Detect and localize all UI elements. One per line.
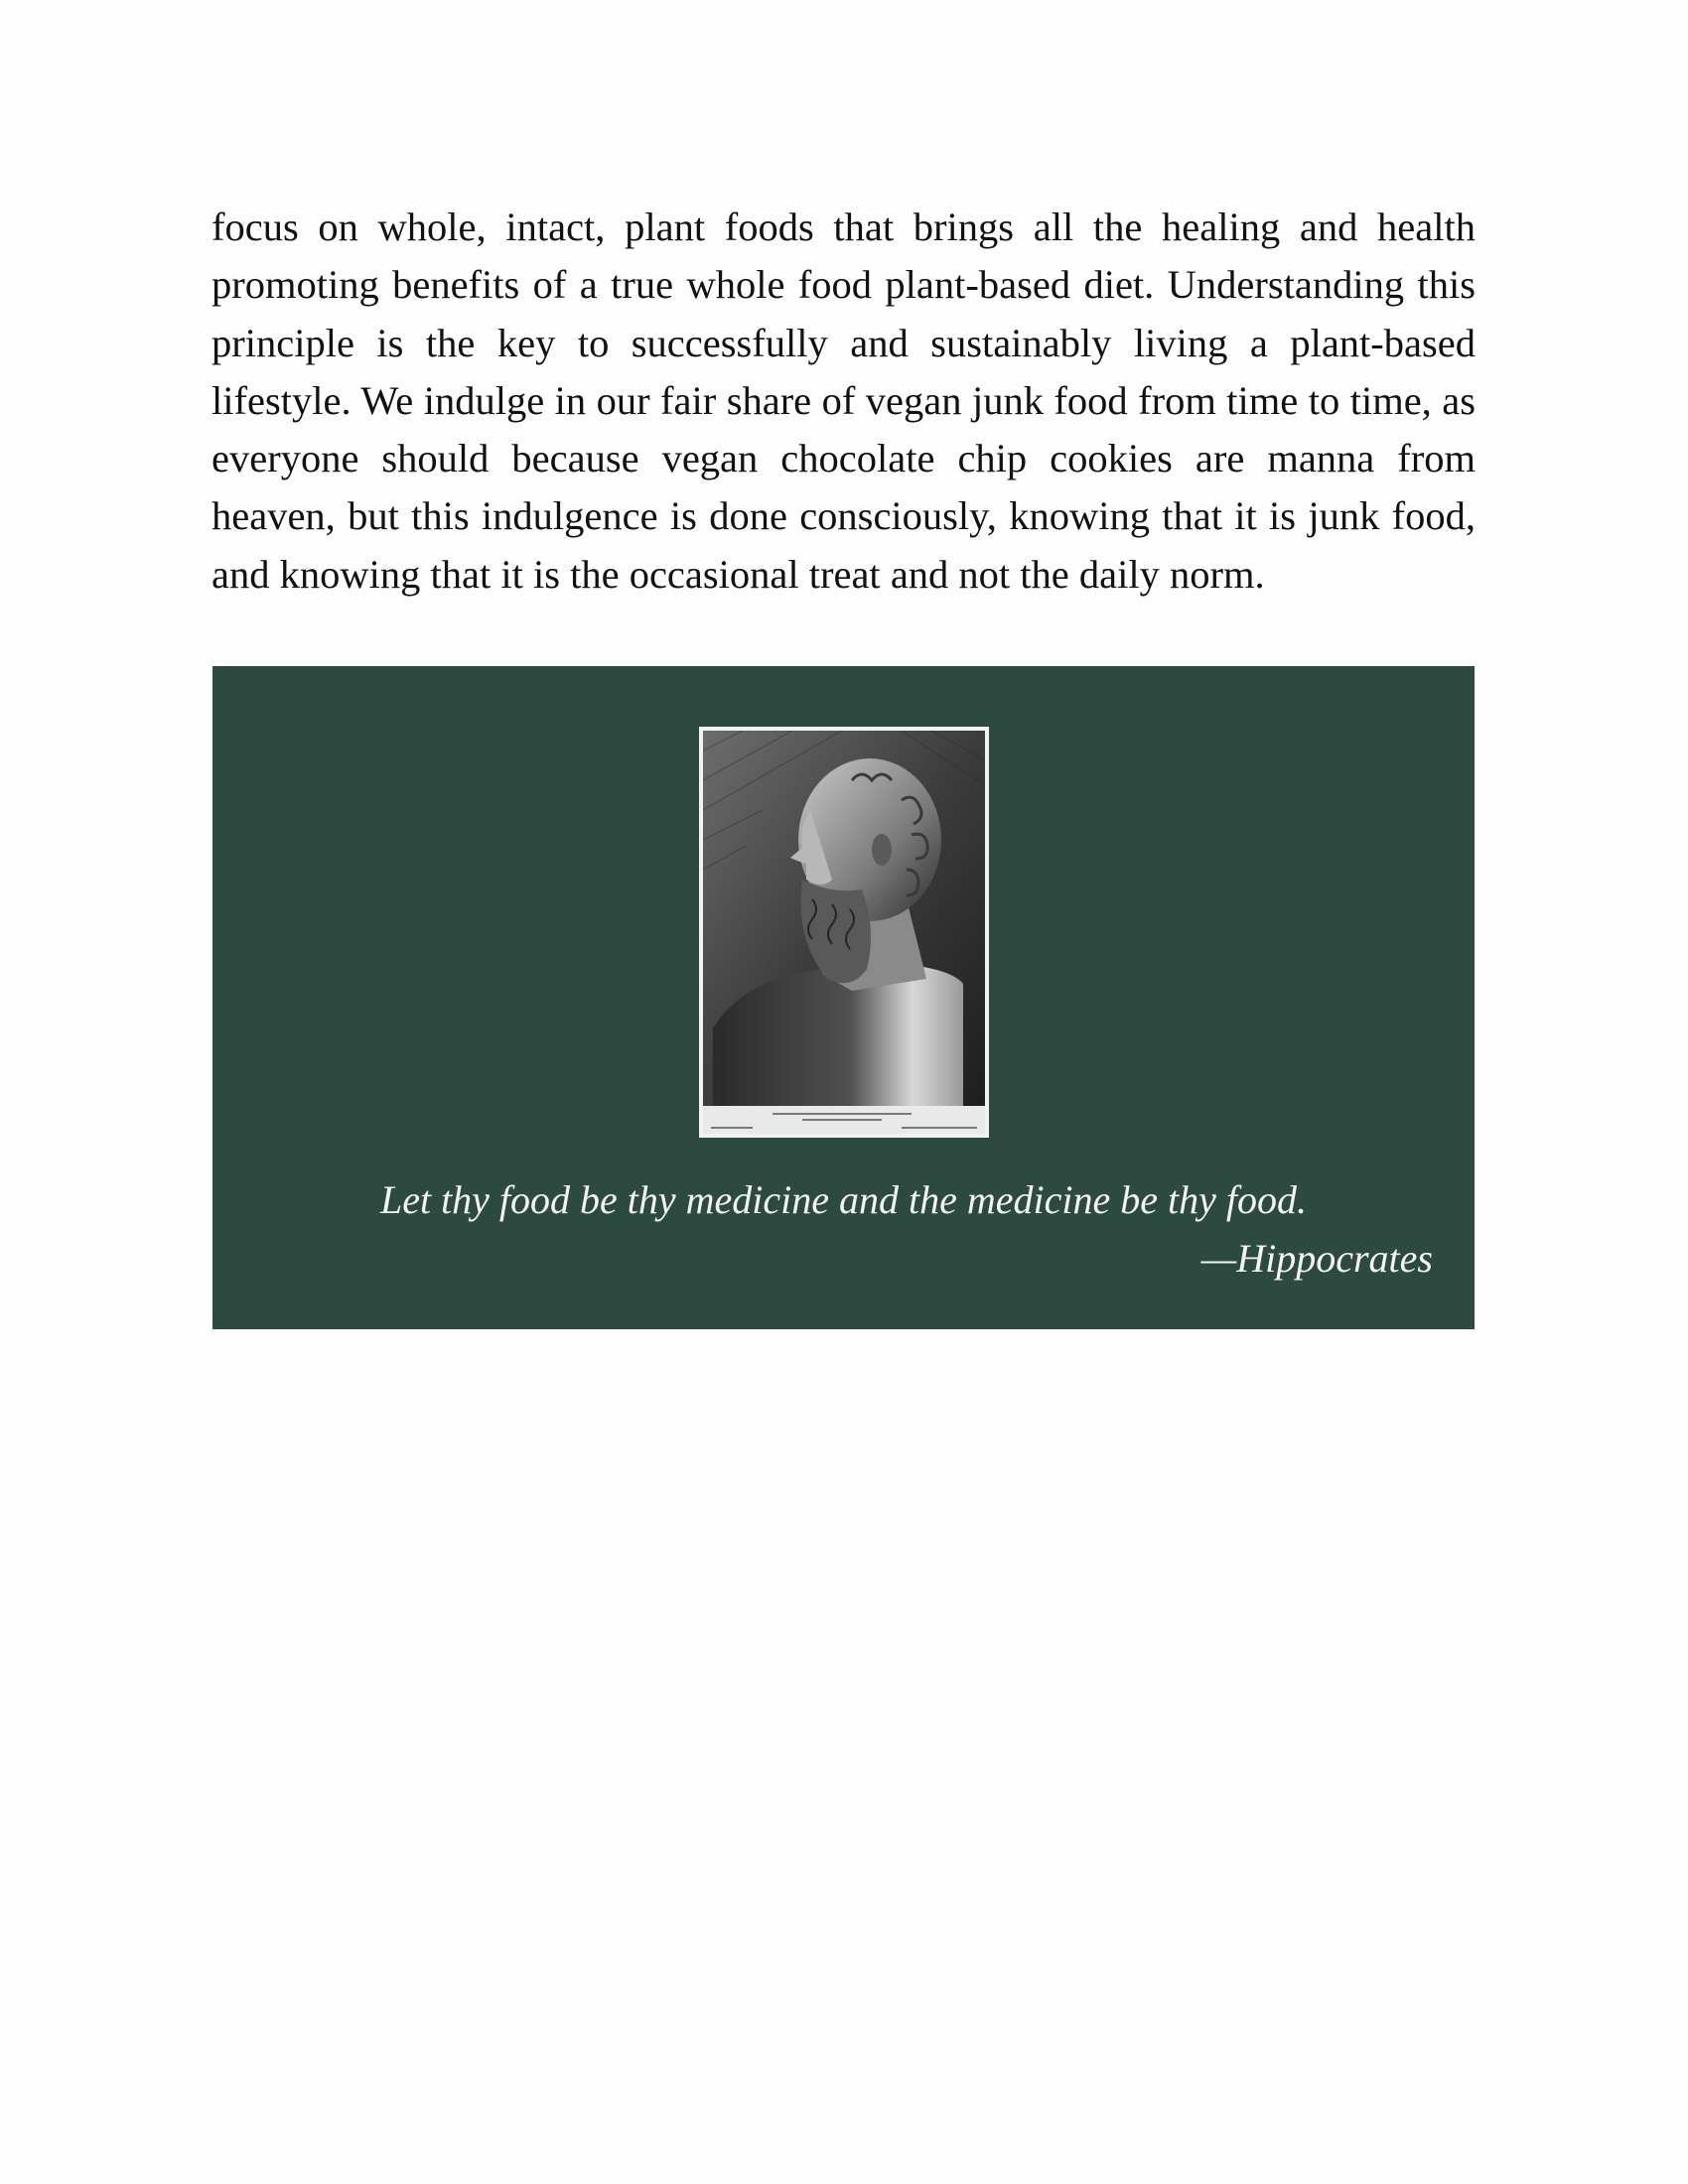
hippocrates-bust-icon xyxy=(703,731,985,1134)
quote-box xyxy=(212,666,1475,1329)
quote-attribution: —Hippocrates xyxy=(1200,1236,1433,1281)
quote-text: Let thy food be thy medicine and the medicine be thy food. xyxy=(379,1177,1308,1222)
body-paragraph: focus on whole, intact, plant foods that brings all the healing and health promoting benefits of a true whole food plant-based diet. Understanding this principle is the key to successfully and sustainably living a plant-based lifestyle. We indulge in our fair share of vegan junk food from time to time, as everyone should because vegan chocolate chip cookies are manna from heaven, but this indulgence is done consciously, knowing that it is junk food, and knowing that it is the occasional treat and not the daily norm. xyxy=(211,205,1476,597)
hippocrates-portrait-image xyxy=(699,727,989,1138)
